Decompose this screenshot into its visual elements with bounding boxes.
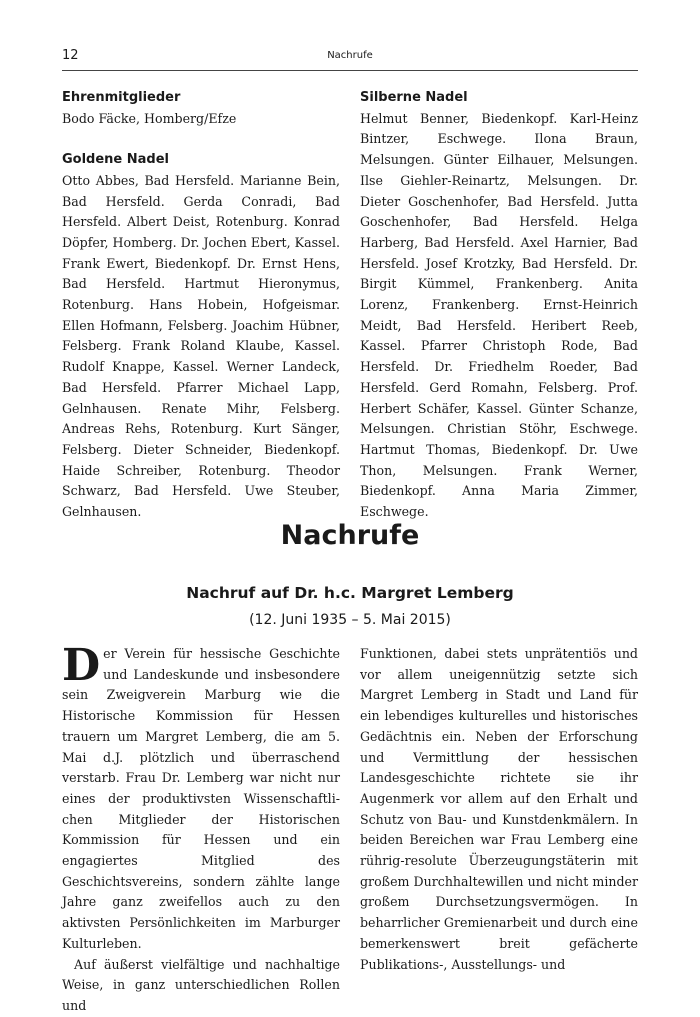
goldene-nadel-heading: Goldene Nadel: [62, 152, 170, 168]
ehrenmitglieder-heading: Ehrenmitglieder: [62, 90, 181, 105]
drop-cap: D: [62, 640, 101, 691]
honors-left-column: [62, 88, 340, 523]
silberne-nadel-list: Helmut Benner, Biedenkopf. Karl-Heinz Bintzer, Eschwege. Ilona Braun, Melsungen. Günter Eilhauer, Melsungen. Ilse Giehler-Reinartz, Melsungen. Dr. Dieter Goschenhofer, Bad Hersfeld. Jutta Goschenhofer, Bad Hersfeld. Helga Harberg, Bad Hersfeld. Axel Harnier, Bad Hersfeld. Josef Krotzky, Bad Hersfeld. Dr. Birgit Kümmel, Frankenberg. Anita Lorenz, Frankenberg. Ernst-Heinrich Meidt, Bad Hersfeld. Heribert Reeb, Kassel. Pfarrer Christoph Rode, Bad Hersfeld. Dr. Friedhelm Roeder, Bad Hersfeld. Gerd Romahn, Felsberg. Prof. Herbert Schäfer, Kassel. Günter Schanze, Melsungen. Christian Stöhr, Eschwege. Hartmut Thomas, Biedenkopf. Dr. Uwe Thon, Melsungen. Frank Werner, Biedenkopf. Anna Maria Zimmer, Eschwege.: [360, 110, 638, 520]
running-title: Nachrufe: [327, 50, 373, 61]
page-number: 12: [62, 48, 79, 63]
ehrenmitglieder-list: Bodo Fäcke, Homberg/Efze: [62, 110, 237, 126]
obituary-paragraph-2-start: Auf äußerst vielfältige und nachhaltige Weise, in ganz unterschiedlichen Rollen und: [62, 956, 340, 1013]
section-title: Nachrufe: [280, 520, 420, 551]
obituary-title: Nachruf auf Dr. h.c. Margret Lemberg: [186, 584, 514, 602]
paragraph-1-text: er Verein für hessische Geschichte und Landeskunde und insbesondere sein Zweigverein Marburg wie die Historische Kommission für Hessen trauern um Margret Lemberg, die am 5. Mai d.J. plötzlich und überraschend verstarb. Frau Dr. Lemberg war nicht nur eines der produktivsten Wissenschaftlichen Mitglieder der Historischen Kommission für Hessen und ein engagiertes Mitglied des Geschichtsvereins, sondern zählte lange Jahre ganz zweifellos auch zu den aktivsten Persönlichkeiten im Marburger Kulturleben.: [62, 646, 340, 951]
obituary-paragraph-1: [62, 640, 340, 955]
running-header: [62, 48, 638, 71]
obituary-right-column: [360, 644, 638, 975]
obituary-dates: (12. Juni 1935 – 5. Mai 2015): [249, 612, 451, 628]
silberne-nadel-heading: Silberne Nadel: [360, 90, 468, 105]
goldene-nadel-list: Otto Abbes, Bad Hersfeld. Marianne Bein, Bad Hersfeld. Gerda Conradi, Bad Hersfeld. Albert Deist, Rotenburg. Konrad Döpfer, Homberg. Dr. Jochen Ebert, Kassel. Frank Ewert, Biedenkopf. Dr. Ernst Hens, Bad Hersfeld. Hartmut Hieronymus, Rotenburg. Hans Hobein, Hofgeismar. Ellen Hofmann, Felsberg. Joachim Hübner, Felsberg. Frank Roland Klaube, Kassel. Rudolf Knappe, Kassel. Werner Landeck, Bad Hersfeld. Pfarrer Michael Lapp, Gelnhausen. Renate Mihr, Felsberg. Andreas Rehs, Rotenburg. Kurt Sänger, Felsberg. Dieter Schneider, Biedenkopf. Haide Schreiber, Rotenburg. Theodor Schwarz, Bad Hersfeld. Uwe Steuber, Gelnhausen.: [62, 172, 340, 520]
obituary-paragraph-2-continued: Funktionen, dabei stets unprätentiös und vor allem uneigennützig setzte sich Margret Lemberg in Stadt und Land für ein lebendiges kulturelles und historisches Gedächtnis ein. Neben der Erforschung und Vermittlung der hessischen Landesgeschichte richtete sie ihr Augenmerk vor allem auf den Erhalt und Schutz von Bau- und Kunstdenkmälern. In beiden Bereichen war Frau Lemberg eine rührig-resolute Überzeugungstäterin mit großem Durchhaltewillen und nicht minder großem Durchsetzungsvermögen. In beharrlicher Gremienarbeit und durch eine bemerkenswert breit gefächerte Publikations-, Ausstellungs- und: [360, 646, 638, 972]
honors-right-column: [360, 88, 638, 523]
obituary-left-column: [62, 640, 340, 1017]
